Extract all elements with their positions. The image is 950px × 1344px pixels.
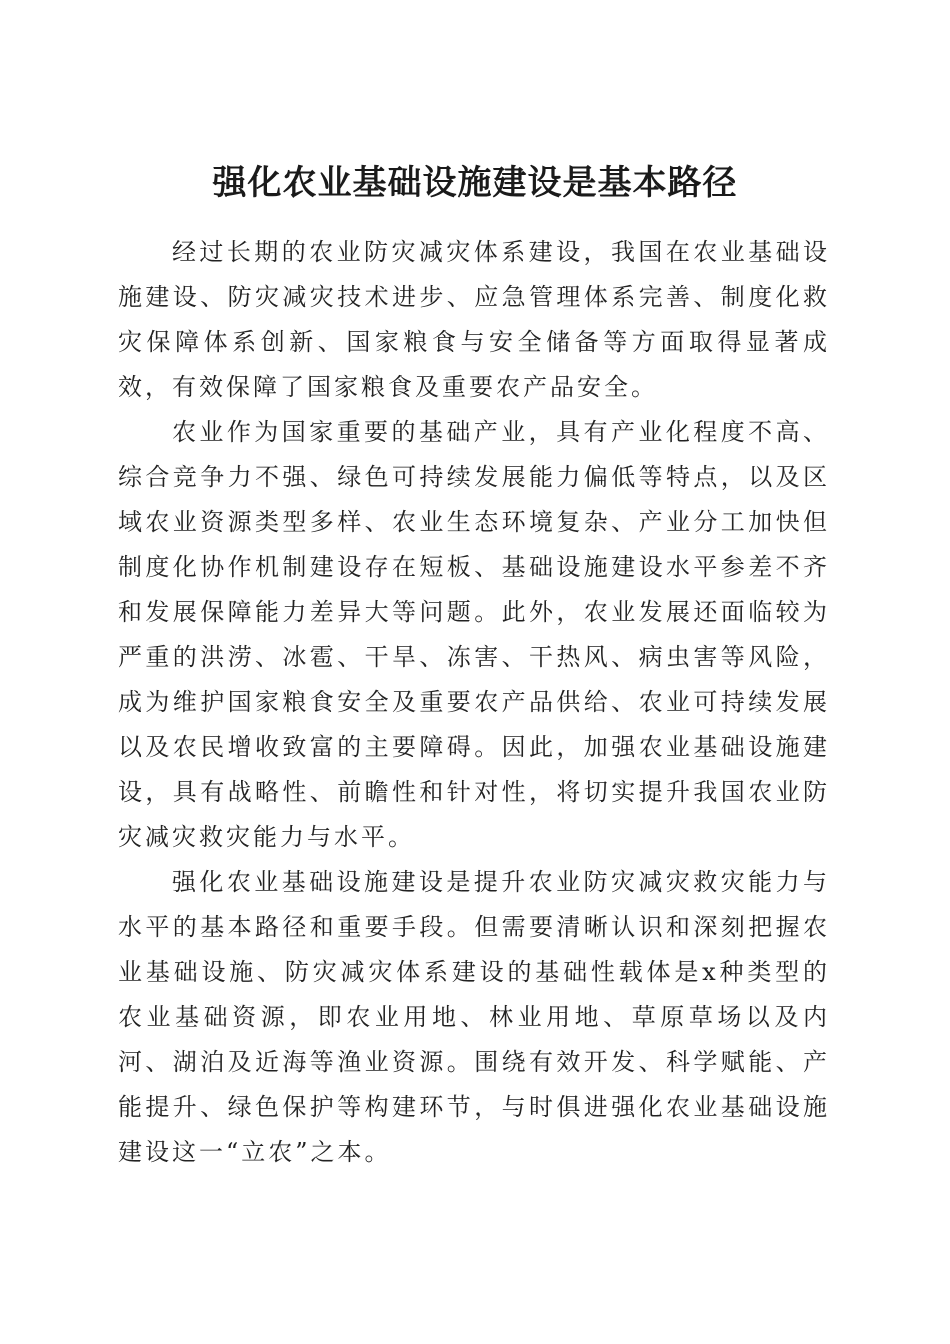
paragraph-1: 经过长期的农业防灾减灾体系建设，我国在农业基础设施建设、防灾减灾技术进步、应急管理体系完善、制度化救灾保障体系创新、国家粮食与安全储备等方面取得显著成效，有效保障了国家粮食及重要农产品安全。 xyxy=(118,238,830,401)
paragraph-2: 农业作为国家重要的基础产业，具有产业化程度不高、综合竞争力不强、绿色可持续发展能力偏低等特点，以及区域农业资源类型多样、农业生态环境复杂、产业分工加快但制度化协作机制建设存在短板、基础设施建设水平参差不齐和发展保障能力差异大等问题。此外，农业发展还面临较为严重的洪涝、冰雹、干旱、冻害、干热风、病虫害等风险，成为维护国家粮食安全及重要农产品供给、农业可持续发展以及农民增收致富的主要障碍。因此，加强农业基础设施建设，具有战略性、前瞻性和针对性，将切实提升我国农业防灾减灾救灾能力与水平。 xyxy=(118,418,830,851)
paragraph-3: 强化农业基础设施建设是提升农业防灾减灾救灾能力与水平的基本路径和重要手段。但需要清晰认识和深刻把握农业基础设施、防灾减灾体系建设的基础性载体是x种类型的农业基础资源，即农业用地、林业用地、草原草场以及内河、湖泊及近海等渔业资源。围绕有效开发、科学赋能、产能提升、绿色保护等构建环节，与时俱进强化农业基础设施建设这一“立农”之本。 xyxy=(118,868,830,1166)
document-title: 强化农业基础设施建设是基本路径 xyxy=(212,162,738,203)
document-body xyxy=(118,230,830,1175)
